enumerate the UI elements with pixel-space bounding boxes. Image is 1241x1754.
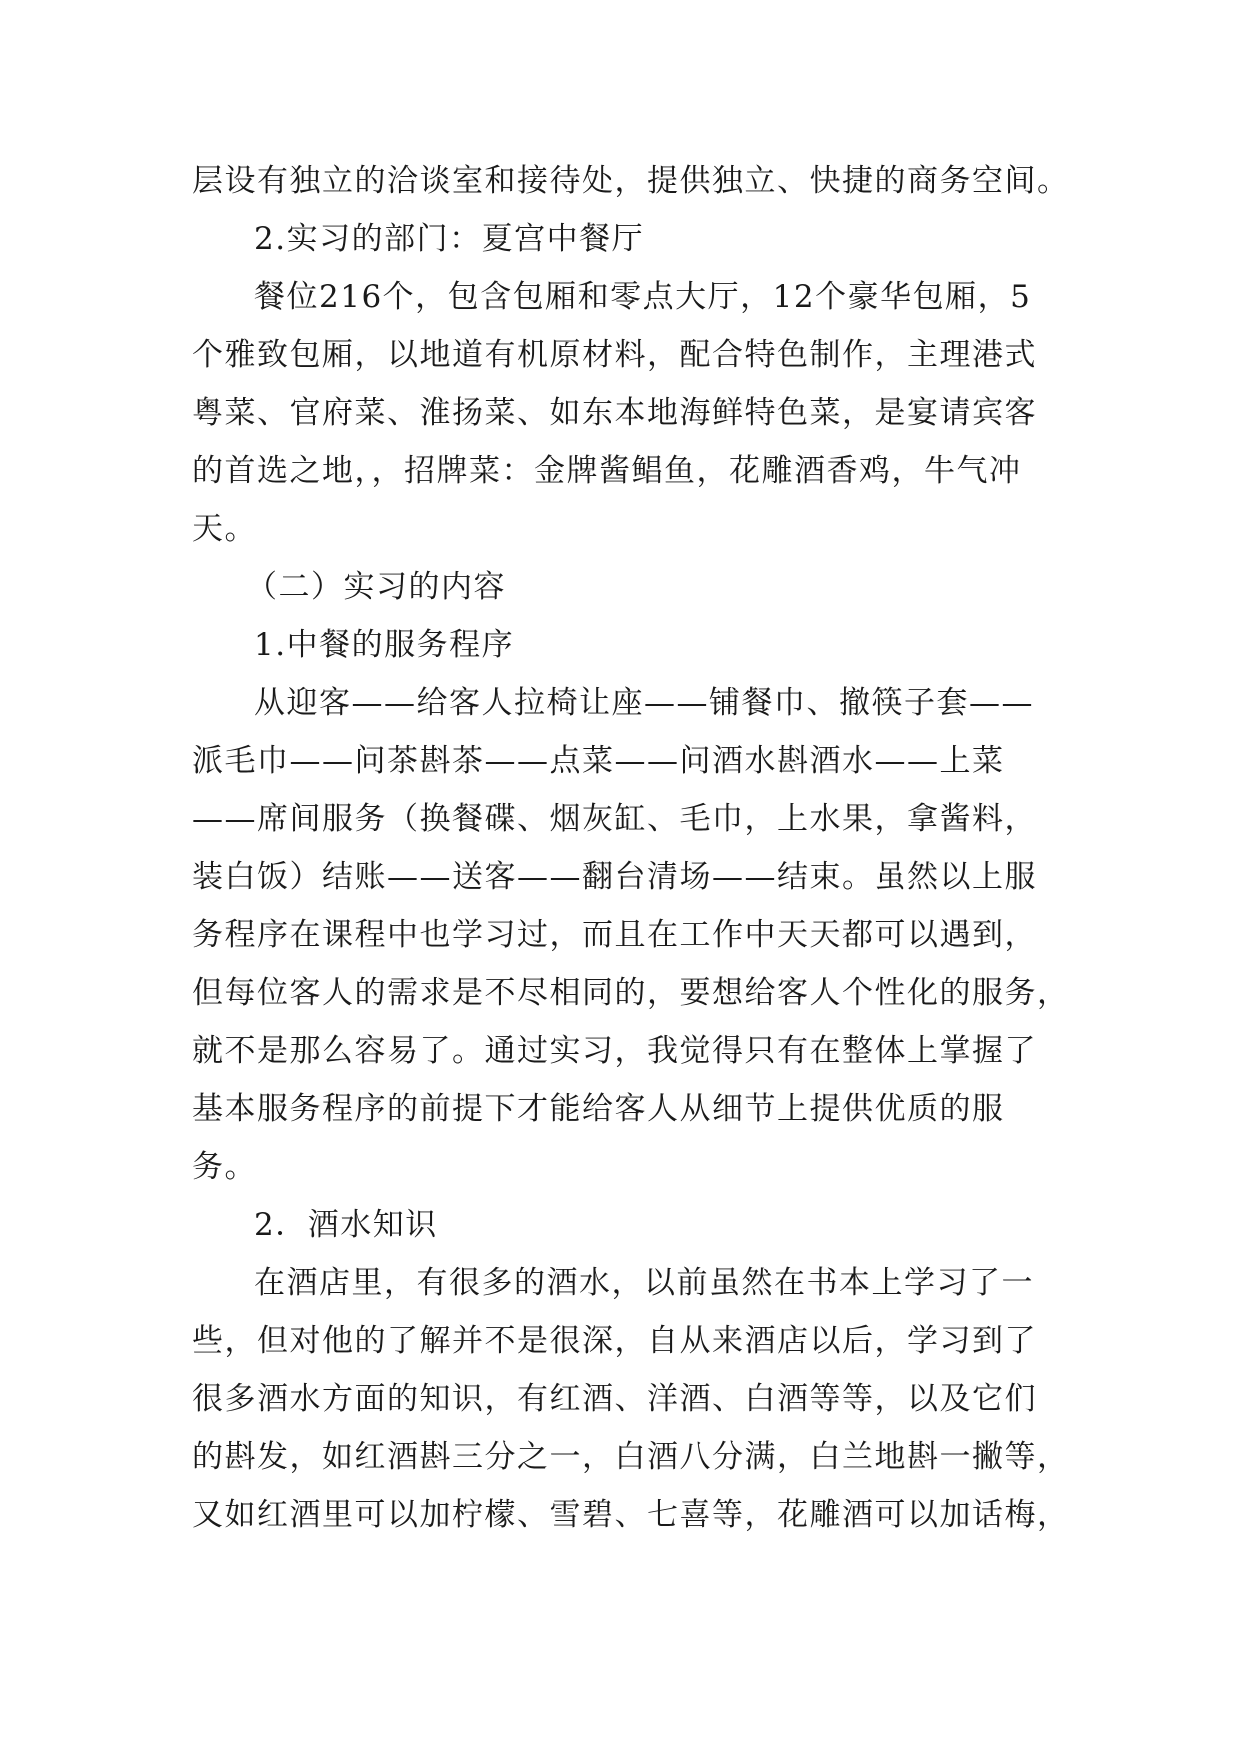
subsection-heading: 2．酒水知识: [254, 1207, 438, 1243]
text-line: 天。: [192, 511, 257, 547]
text-line: 个雅致包厢，以地道有机原材料，配合特色制作，主理港式: [192, 337, 1037, 373]
text-line: 派毛巾——问茶斟茶——点菜——问酒水斟酒水——上菜: [192, 743, 1005, 779]
section-heading: （二）实习的内容: [246, 569, 506, 605]
text-line: 很多酒水方面的知识，有红酒、洋酒、白酒等等，以及它们: [192, 1381, 1037, 1417]
text-line: 务。: [192, 1149, 257, 1185]
text-line: 又如红酒里可以加柠檬、雪碧、七喜等，花雕酒可以加话梅，: [192, 1497, 1070, 1533]
text-line: 层设有独立的洽谈室和接待处，提供独立、快捷的商务空间。: [192, 163, 1070, 199]
text-line: 的首选之地，，招牌菜：金牌酱鲳鱼，花雕酒香鸡，牛气冲: [192, 453, 1022, 489]
text-line: 但每位客人的需求是不尽相同的，要想给客人个性化的服务，: [192, 975, 1070, 1011]
text-line: 就不是那么容易了。通过实习，我觉得只有在整体上掌握了: [192, 1033, 1037, 1069]
body-text: [192, 152, 1072, 1544]
text-line: 粤菜、官府菜、淮扬菜、如东本地海鲜特色菜，是宴请宾客: [192, 395, 1037, 431]
text-line: 务程序在课程中也学习过，而且在工作中天天都可以遇到，: [192, 917, 1037, 953]
paragraph-start: 从迎客——给客人拉椅让座——铺餐巾、撤筷子套——: [254, 685, 1034, 721]
paragraph-start: 在酒店里，有很多的酒水，以前虽然在书本上学习了一: [254, 1265, 1034, 1301]
paragraph-start: 餐位216个，包含包厢和零点大厅，12个豪华包厢，5: [254, 279, 1032, 315]
text-line: 装白饭）结账——送客——翻台清场——结束。虽然以上服: [192, 859, 1037, 895]
text-line: 基本服务程序的前提下才能给客人从细节上提供优质的服: [192, 1091, 1005, 1127]
text-line: 的斟发，如红酒斟三分之一，白酒八分满，白兰地斟一撇等，: [192, 1439, 1070, 1475]
subsection-heading: 1.中餐的服务程序: [254, 627, 515, 663]
text-line: ——席间服务（换餐碟、烟灰缸、毛巾，上水果，拿酱料，: [192, 801, 1037, 837]
subsection-heading: 2.实习的部门：夏宫中餐厅: [254, 221, 645, 257]
text-line: 些，但对他的了解并不是很深，自从来酒店以后，学习到了: [192, 1323, 1037, 1359]
